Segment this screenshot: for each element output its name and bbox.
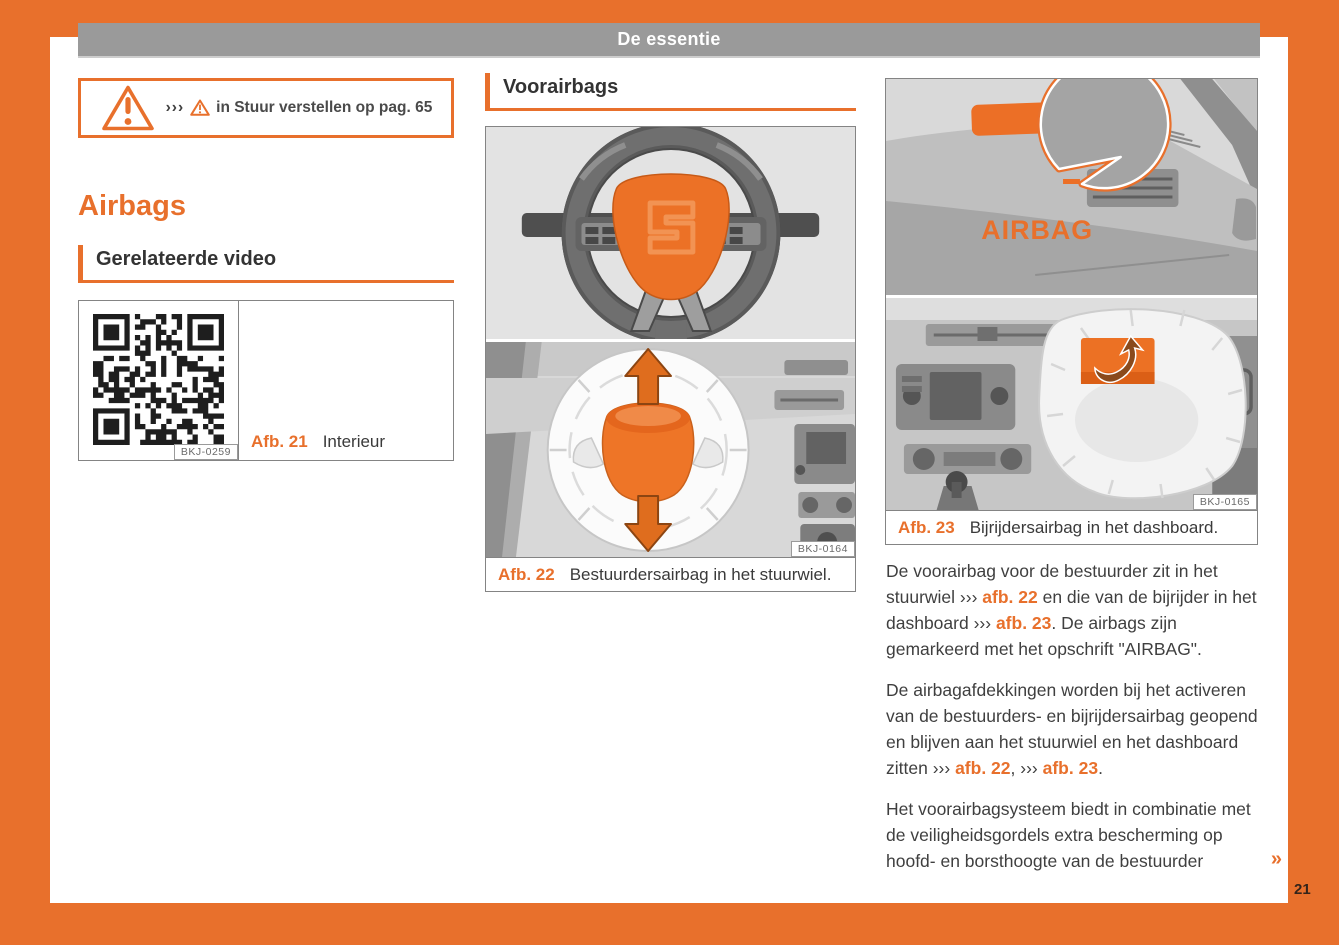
page-header-title: De essentie bbox=[617, 29, 721, 49]
passenger-airbag-location-illustration bbox=[886, 79, 1257, 295]
page-header bbox=[78, 23, 1260, 58]
paragraph-1: De voorairbag voor de bestuurder zit in het stuurwiel ››› afb. 22 en die van de bijrijder in het dashboard ››› afb. 23. De airbags zijn gemarkeerd met het opschrift "AIRBAG". bbox=[886, 561, 1257, 659]
video-heading: Gerelateerde video bbox=[96, 248, 277, 270]
figure-reference: afb. 22 bbox=[982, 587, 1038, 607]
paragraph-3: Het voorairbagsysteem biedt in combinatie met de veiligheidsgordels extra bescherming op hoofd- en borsthoogte van de bestuurder » bbox=[886, 799, 1282, 871]
continuation-mark: » bbox=[1270, 848, 1282, 870]
figure-21-caption bbox=[251, 432, 385, 452]
qr-code bbox=[93, 314, 224, 445]
paragraph-2: De airbagafdekkingen worden bij het activeren van de bestuurders- en bijrijdersairbag geopend en blijven aan het stuurwiel en het dashboard zitten ››› afb. 22, ››› afb. 23. bbox=[886, 680, 1258, 778]
figure-label: Afb. 23 bbox=[898, 517, 955, 537]
passenger-airbag-deployed-illustration bbox=[886, 298, 1257, 513]
warning-text: in Stuur verstellen op pag. 65 bbox=[216, 99, 433, 116]
image-code-label: BKJ-0164 bbox=[791, 541, 855, 557]
image-code-label: BKJ-0165 bbox=[1193, 494, 1257, 510]
figure-23 bbox=[885, 78, 1258, 545]
voorairbags-heading: Voorairbags bbox=[503, 76, 619, 98]
figure-caption-text: Bijrijdersairbag in het dashboard. bbox=[969, 517, 1219, 537]
airbag-bubble-label: AIRBAG bbox=[981, 214, 1094, 246]
inline-warning-icon bbox=[190, 99, 210, 116]
figure-22-caption bbox=[486, 557, 855, 591]
figure-22 bbox=[485, 126, 856, 592]
video-heading-block bbox=[78, 245, 454, 283]
figure-caption-text: Interieur bbox=[322, 432, 386, 451]
figure-reference: afb. 23 bbox=[1042, 758, 1099, 778]
steering-wheel-illustration bbox=[486, 127, 855, 339]
warning-text-row bbox=[155, 99, 451, 118]
section-title: Airbags bbox=[78, 190, 186, 222]
figure-reference: afb. 23 bbox=[995, 613, 1052, 633]
body-text-column bbox=[886, 558, 1282, 874]
qr-code-box bbox=[79, 301, 239, 460]
figure-23-caption bbox=[886, 510, 1257, 544]
figure-21 bbox=[78, 300, 454, 461]
warning-box bbox=[78, 78, 454, 138]
page-number: 21 bbox=[1294, 881, 1311, 898]
figure-caption-text: Bestuurdersairbag in het stuurwiel. bbox=[569, 564, 832, 584]
chevron-refs: ››› bbox=[165, 99, 185, 116]
figure-reference: afb. 22 bbox=[955, 758, 1011, 778]
warning-triangle-icon bbox=[101, 84, 155, 132]
voorairbags-heading-block bbox=[485, 73, 856, 111]
figure-label: Afb. 22 bbox=[498, 564, 555, 584]
driver-airbag-deployed-illustration bbox=[486, 342, 855, 558]
figure-label: Afb. 21 bbox=[251, 432, 308, 451]
image-code-label: BKJ-0259 bbox=[174, 444, 238, 460]
